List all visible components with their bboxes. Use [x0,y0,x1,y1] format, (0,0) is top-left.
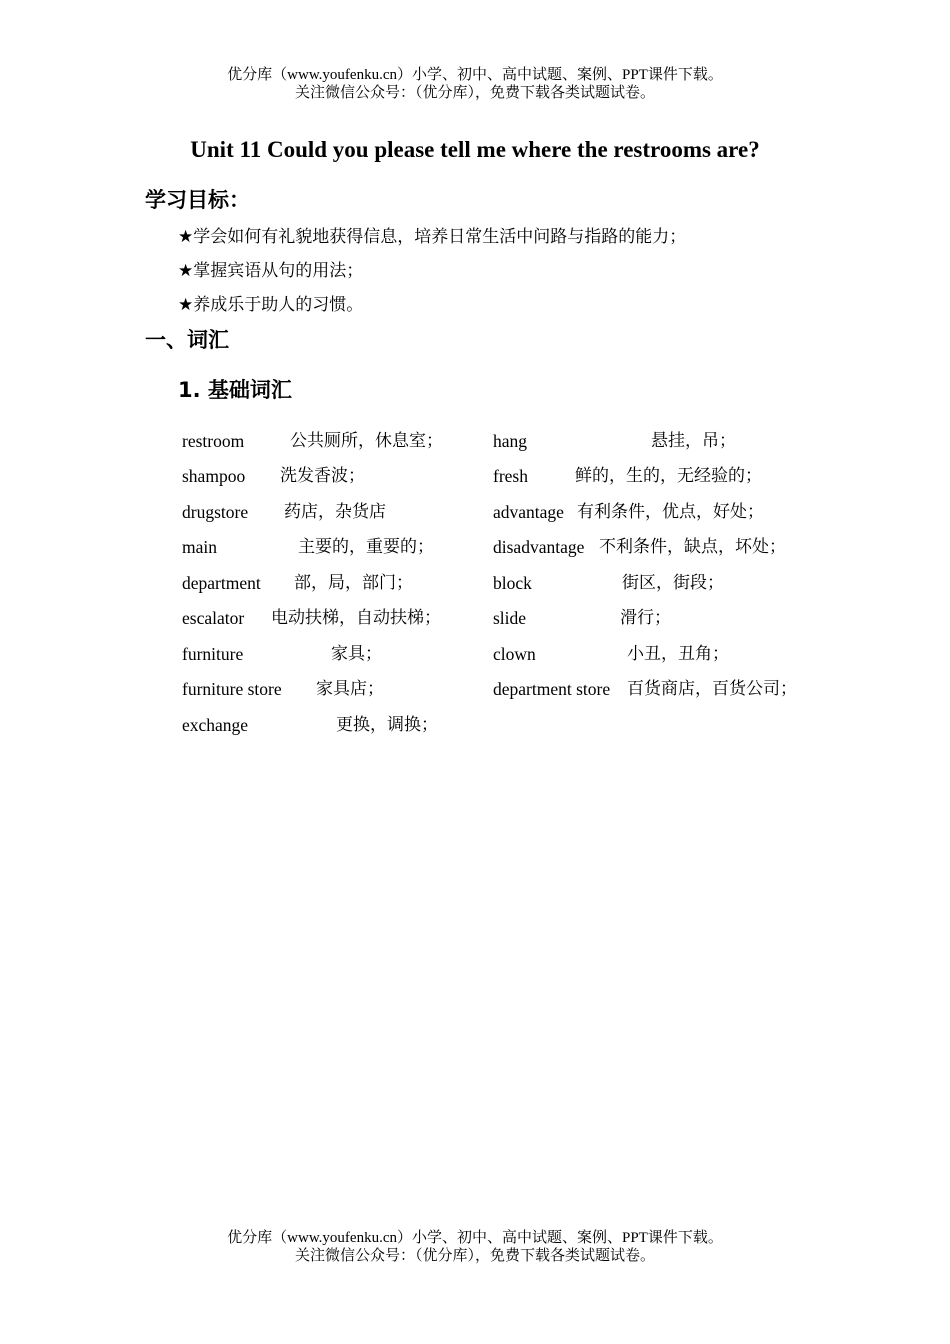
vocab-word: shampoo [182,466,246,486]
objectives-heading: 学习目标： [145,188,250,212]
vocab-meaning: 悬挂，吊； [651,431,736,451]
vocab-word: main [182,537,217,557]
header-line-2: 关注微信公众号：（优分库），免费下载各类试题试卷。 [294,85,655,101]
vocab-word: department store [493,679,611,699]
vocab-meaning: 百货商店，百货公司； [627,679,797,699]
section-vocabulary-heading: 一、词汇 [145,328,229,352]
vocab-word: fresh [493,466,528,486]
document-title: Unit 11 Could you please tell me where the restrooms are? [190,137,760,162]
vocab-word: slide [493,608,527,628]
vocab-word: escalator [182,608,245,628]
footer-line-2: 关注微信公众号：（优分库），免费下载各类试题试卷。 [294,1248,655,1264]
page-header [0,66,950,102]
vocab-meaning: 药店，杂货店 [284,502,386,522]
vocab-meaning: 滑行； [620,608,671,628]
vocab-meaning: 鲜的，生的，无经验的； [575,466,762,486]
vocab-meaning: 小丑，丑角； [627,644,729,664]
header-line-1: 优分库（www.youfenku.cn）小学、初中、高中试题、案例、PPT课件下载。 [227,67,723,83]
vocab-meaning: 部，局，部门； [294,573,413,593]
vocab-word: hang [493,431,528,451]
vocab-meaning: 家具店； [316,679,384,699]
vocab-meaning: 洗发香波； [280,466,365,486]
objective-item-3: ★养成乐于助人的习惯。 [178,295,364,315]
vocab-word: department [182,573,261,593]
vocab-word: restroom [182,431,245,451]
footer-line-1: 优分库（www.youfenku.cn）小学、初中、高中试题、案例、PPT课件下载。 [227,1230,723,1246]
vocab-word: furniture store [182,679,282,699]
vocab-word: block [493,573,532,593]
vocab-meaning: 街区，街段； [622,573,724,593]
vocab-word: furniture [182,644,244,664]
vocab-meaning: 电动扶梯，自动扶梯； [271,608,441,628]
vocab-meaning: 更换，调换； [336,715,438,735]
vocab-meaning: 不利条件，缺点，坏处； [599,537,786,557]
objective-item-2: ★掌握宾语从句的用法； [178,261,364,281]
basic-vocabulary-heading: 1. 基础词汇 [178,378,292,402]
vocab-word: exchange [182,715,249,735]
page-footer [0,1229,950,1265]
vocab-meaning: 公共厕所，休息室； [290,431,443,451]
vocab-word: advantage [493,502,564,522]
vocab-meaning: 有利条件，优点，好处； [577,502,764,522]
vocab-word: clown [493,644,536,664]
vocab-word: drugstore [182,502,249,522]
objective-item-1: ★学会如何有礼貌地获得信息，培养日常生活中问路与指路的能力； [178,227,687,247]
vocab-word: disadvantage [493,537,585,557]
vocab-meaning: 主要的，重要的； [298,537,434,557]
vocab-meaning: 家具； [331,644,382,664]
